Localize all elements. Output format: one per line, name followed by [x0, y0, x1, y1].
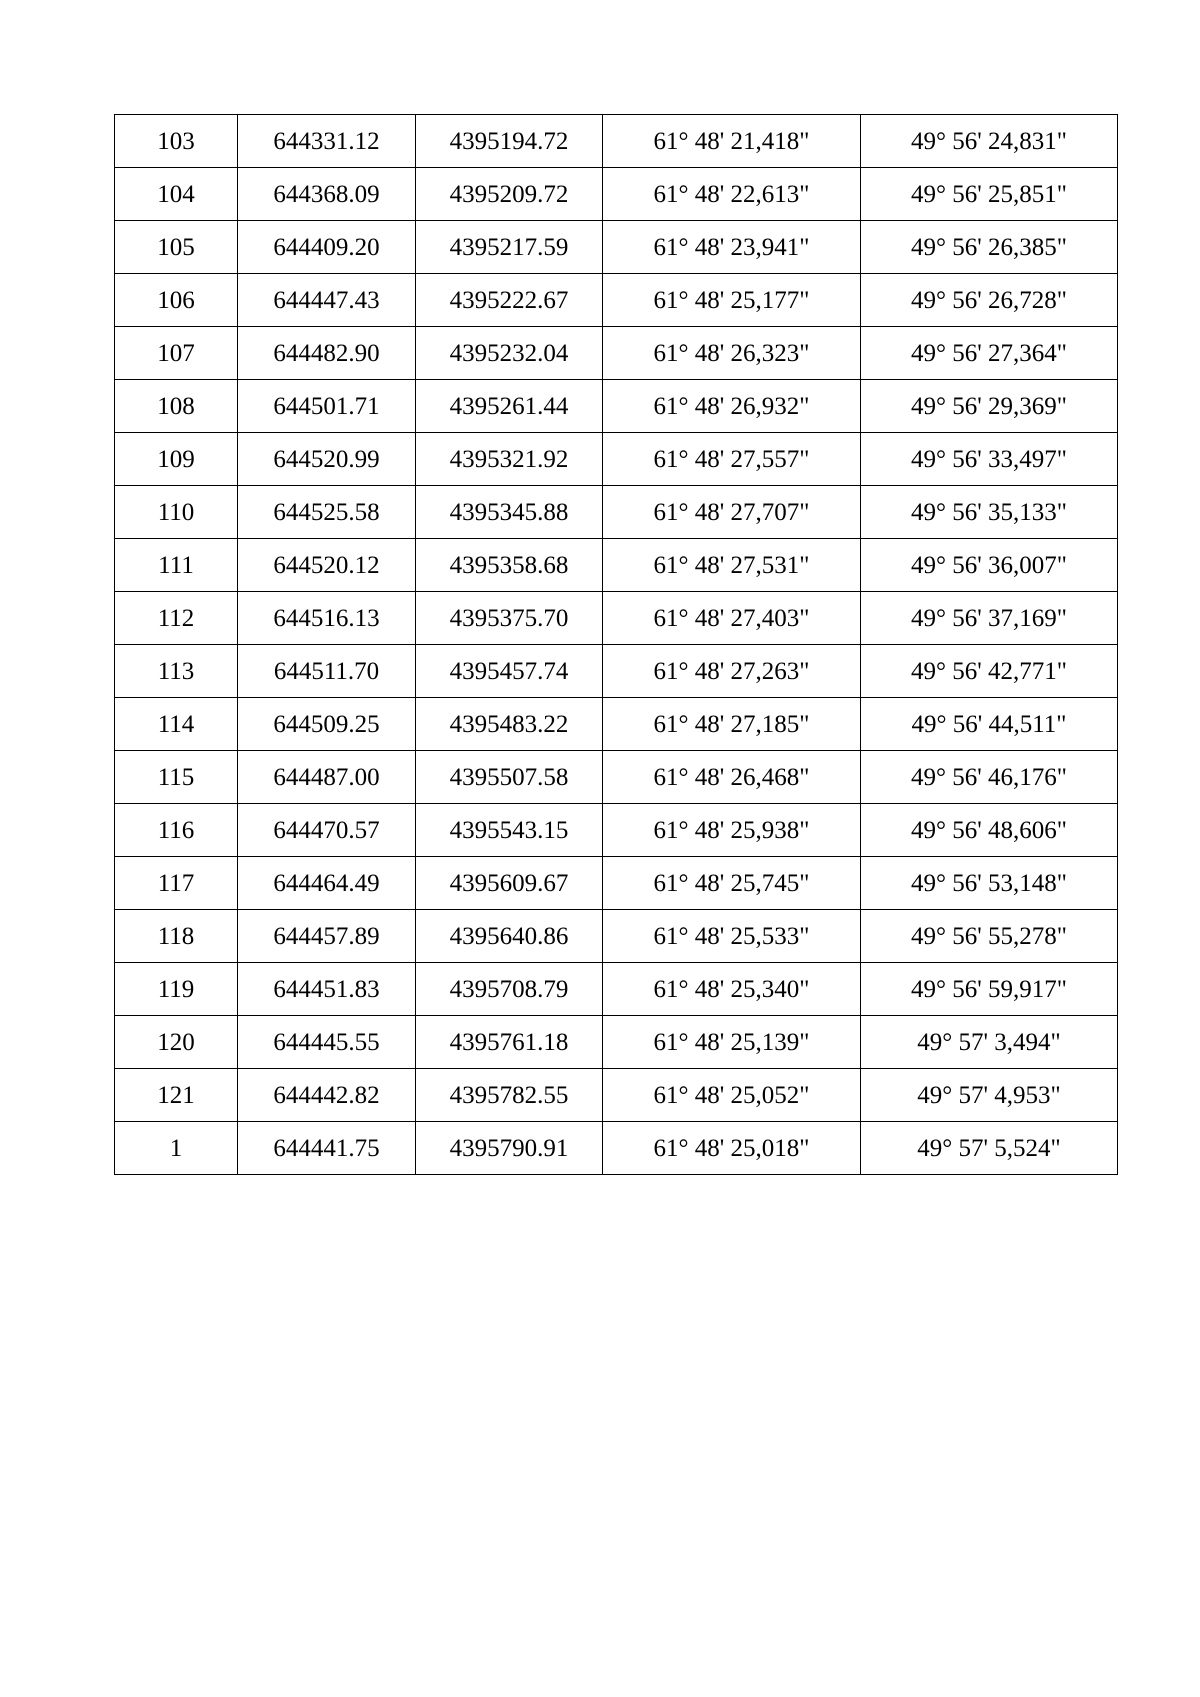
- x-coordinate-cell: 644331.12: [238, 115, 416, 168]
- table-row: [115, 857, 1118, 910]
- point-number-cell: 103: [115, 115, 238, 168]
- x-coordinate-cell: 644457.89: [238, 910, 416, 963]
- point-number-cell: 107: [115, 327, 238, 380]
- latitude-cell: 49° 56' 44,511": [861, 698, 1118, 751]
- latitude-cell: 49° 56' 26,728": [861, 274, 1118, 327]
- point-number-cell: 108: [115, 380, 238, 433]
- point-number-cell: 104: [115, 168, 238, 221]
- point-number-cell: 119: [115, 963, 238, 1016]
- latitude-cell: 49° 56' 29,369": [861, 380, 1118, 433]
- point-number-cell: 111: [115, 539, 238, 592]
- latitude-cell: 49° 56' 42,771": [861, 645, 1118, 698]
- x-coordinate-cell: 644464.49: [238, 857, 416, 910]
- point-number-cell: 113: [115, 645, 238, 698]
- point-number-cell: 106: [115, 274, 238, 327]
- latitude-cell: 49° 56' 59,917": [861, 963, 1118, 1016]
- point-number-cell: 118: [115, 910, 238, 963]
- latitude-cell: 49° 57' 5,524": [861, 1122, 1118, 1175]
- y-coordinate-cell: 4395232.04: [416, 327, 603, 380]
- longitude-cell: 61° 48' 26,323": [603, 327, 861, 380]
- table-row: [115, 963, 1118, 1016]
- table-row: [115, 1016, 1118, 1069]
- x-coordinate-cell: 644442.82: [238, 1069, 416, 1122]
- table-row: [115, 645, 1118, 698]
- longitude-cell: 61° 48' 27,707": [603, 486, 861, 539]
- longitude-cell: 61° 48' 25,938": [603, 804, 861, 857]
- x-coordinate-cell: 644520.12: [238, 539, 416, 592]
- x-coordinate-cell: 644441.75: [238, 1122, 416, 1175]
- x-coordinate-cell: 644470.57: [238, 804, 416, 857]
- point-number-cell: 105: [115, 221, 238, 274]
- point-number-cell: 110: [115, 486, 238, 539]
- table-row: [115, 1122, 1118, 1175]
- y-coordinate-cell: 4395483.22: [416, 698, 603, 751]
- longitude-cell: 61° 48' 27,185": [603, 698, 861, 751]
- latitude-cell: 49° 56' 24,831": [861, 115, 1118, 168]
- x-coordinate-cell: 644520.99: [238, 433, 416, 486]
- longitude-cell: 61° 48' 25,533": [603, 910, 861, 963]
- longitude-cell: 61° 48' 26,468": [603, 751, 861, 804]
- latitude-cell: 49° 57' 4,953": [861, 1069, 1118, 1122]
- x-coordinate-cell: 644451.83: [238, 963, 416, 1016]
- latitude-cell: 49° 56' 48,606": [861, 804, 1118, 857]
- point-number-cell: 116: [115, 804, 238, 857]
- y-coordinate-cell: 4395358.68: [416, 539, 603, 592]
- y-coordinate-cell: 4395507.58: [416, 751, 603, 804]
- longitude-cell: 61° 48' 23,941": [603, 221, 861, 274]
- y-coordinate-cell: 4395708.79: [416, 963, 603, 1016]
- longitude-cell: 61° 48' 25,177": [603, 274, 861, 327]
- table-row: [115, 751, 1118, 804]
- longitude-cell: 61° 48' 25,139": [603, 1016, 861, 1069]
- longitude-cell: 61° 48' 21,418": [603, 115, 861, 168]
- x-coordinate-cell: 644509.25: [238, 698, 416, 751]
- table-row: [115, 804, 1118, 857]
- x-coordinate-cell: 644482.90: [238, 327, 416, 380]
- y-coordinate-cell: 4395782.55: [416, 1069, 603, 1122]
- table-row: [115, 327, 1118, 380]
- table-row: [115, 221, 1118, 274]
- y-coordinate-cell: 4395790.91: [416, 1122, 603, 1175]
- table-row: [115, 274, 1118, 327]
- longitude-cell: 61° 48' 27,403": [603, 592, 861, 645]
- y-coordinate-cell: 4395457.74: [416, 645, 603, 698]
- latitude-cell: 49° 56' 46,176": [861, 751, 1118, 804]
- y-coordinate-cell: 4395209.72: [416, 168, 603, 221]
- latitude-cell: 49° 57' 3,494": [861, 1016, 1118, 1069]
- y-coordinate-cell: 4395194.72: [416, 115, 603, 168]
- x-coordinate-cell: 644511.70: [238, 645, 416, 698]
- table-row: [115, 910, 1118, 963]
- y-coordinate-cell: 4395321.92: [416, 433, 603, 486]
- table-row: [115, 168, 1118, 221]
- y-coordinate-cell: 4395640.86: [416, 910, 603, 963]
- longitude-cell: 61° 48' 26,932": [603, 380, 861, 433]
- point-number-cell: 109: [115, 433, 238, 486]
- table-row: [115, 539, 1118, 592]
- longitude-cell: 61° 48' 27,263": [603, 645, 861, 698]
- point-number-cell: 114: [115, 698, 238, 751]
- x-coordinate-cell: 644368.09: [238, 168, 416, 221]
- coordinates-table-body: [115, 115, 1118, 1175]
- latitude-cell: 49° 56' 35,133": [861, 486, 1118, 539]
- x-coordinate-cell: 644445.55: [238, 1016, 416, 1069]
- y-coordinate-cell: 4395543.15: [416, 804, 603, 857]
- longitude-cell: 61° 48' 25,052": [603, 1069, 861, 1122]
- x-coordinate-cell: 644501.71: [238, 380, 416, 433]
- longitude-cell: 61° 48' 22,613": [603, 168, 861, 221]
- latitude-cell: 49° 56' 37,169": [861, 592, 1118, 645]
- longitude-cell: 61° 48' 25,745": [603, 857, 861, 910]
- point-number-cell: 112: [115, 592, 238, 645]
- point-number-cell: 115: [115, 751, 238, 804]
- y-coordinate-cell: 4395222.67: [416, 274, 603, 327]
- latitude-cell: 49° 56' 55,278": [861, 910, 1118, 963]
- point-number-cell: 120: [115, 1016, 238, 1069]
- point-number-cell: 117: [115, 857, 238, 910]
- y-coordinate-cell: 4395217.59: [416, 221, 603, 274]
- table-row: [115, 380, 1118, 433]
- point-number-cell: 121: [115, 1069, 238, 1122]
- y-coordinate-cell: 4395375.70: [416, 592, 603, 645]
- latitude-cell: 49° 56' 33,497": [861, 433, 1118, 486]
- x-coordinate-cell: 644516.13: [238, 592, 416, 645]
- latitude-cell: 49° 56' 36,007": [861, 539, 1118, 592]
- longitude-cell: 61° 48' 25,340": [603, 963, 861, 1016]
- x-coordinate-cell: 644447.43: [238, 274, 416, 327]
- coordinates-table: [114, 114, 1118, 1175]
- table-row: [115, 115, 1118, 168]
- latitude-cell: 49° 56' 26,385": [861, 221, 1118, 274]
- longitude-cell: 61° 48' 25,018": [603, 1122, 861, 1175]
- x-coordinate-cell: 644409.20: [238, 221, 416, 274]
- longitude-cell: 61° 48' 27,557": [603, 433, 861, 486]
- x-coordinate-cell: 644487.00: [238, 751, 416, 804]
- y-coordinate-cell: 4395609.67: [416, 857, 603, 910]
- longitude-cell: 61° 48' 27,531": [603, 539, 861, 592]
- latitude-cell: 49° 56' 27,364": [861, 327, 1118, 380]
- latitude-cell: 49° 56' 53,148": [861, 857, 1118, 910]
- y-coordinate-cell: 4395345.88: [416, 486, 603, 539]
- table-row: [115, 486, 1118, 539]
- table-row: [115, 698, 1118, 751]
- x-coordinate-cell: 644525.58: [238, 486, 416, 539]
- table-row: [115, 433, 1118, 486]
- table-row: [115, 592, 1118, 645]
- y-coordinate-cell: 4395761.18: [416, 1016, 603, 1069]
- latitude-cell: 49° 56' 25,851": [861, 168, 1118, 221]
- point-number-cell: 1: [115, 1122, 238, 1175]
- y-coordinate-cell: 4395261.44: [416, 380, 603, 433]
- table-row: [115, 1069, 1118, 1122]
